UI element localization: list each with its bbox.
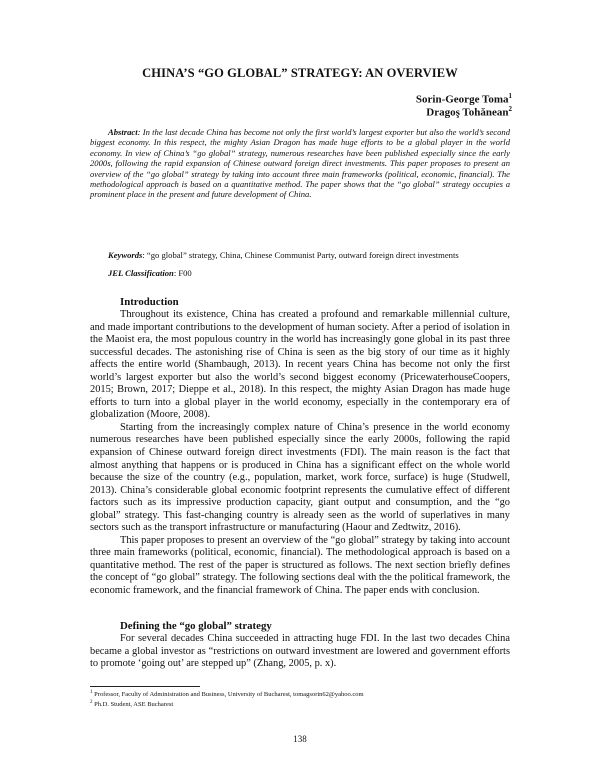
section-heading-defining: Defining the “go global” strategy [120,620,272,632]
page-number: 138 [293,734,307,744]
section-heading-introduction: Introduction [120,296,179,308]
footnote-1 [90,690,364,698]
footnote-mark: 1 [90,690,93,695]
footnote-divider [90,686,200,687]
author-name: Dragoş Tohănean [426,106,509,119]
paragraph: Starting from the increasingly complex nature of China’s presence in the world economy numerous researches have been published especially since the early 2000s, following the rapid expansion of Chinese outward foreign direct investments (FDI). The main reason is the fact that almost anything that happens or is produced in China has a significant effect on the whole world because the size of the country (e.g., population, market, work force, surface) is huge (Studwell, 2013). China’s considerable global economic footprint represents the cumulative effect of different factors such as its impressive production capacity, giant output and consumption, and the “go global” strategy. This fast-changing country is already seen as the world of superlatives in many sectors such as the transport infrastructure or manufacturing (Haour and Zedtwitz, 2016). [90,421,510,534]
introduction-body [90,309,510,598]
keywords-text: : “go global” strategy, China, Chinese Communist Party, outward foreign direct investments [142,250,459,260]
footnote-2 [90,700,173,708]
author-1 [416,92,512,106]
abstract-text: : In the last decade China has become not only the first world’s largest exporter but also the world’s second biggest economy. In this respect, the mighty Asian Dragon has made huge efforts to be a global player in the world economy. In view of China’s “go global” strategy, numerous researches have been published especially since the early 2000s, following the rapid expansion of Chinese outward foreign direct investments. This paper proposes to present an overview of the “go global” strategy by taking into account three main frameworks (political, economic, financial). The methodological approach is based on a quantitative method. The paper shows that the “go global” strategy occupies a prominent place in the present and future development of China. [90,127,510,200]
author-footnote-mark: 2 [508,105,512,113]
paragraph: Throughout its existence, China has created a profound and remarkable millennial culture, and made important contributions to the development of human society. After a period of isolation in the Maoist era, the most populous country in the world has increasingly gone global in its past three successful decades. The astonishing rise of China is seen as the big story of our time as it highly affects the entire world (Shambaugh, 2013). In recent years China has become not only the first world’s largest exporter but also the world’s second biggest economy (PricewaterhouseCoopers, 2015; Brown, 2017; Dieppe et al., 2018). In this respect, the mighty Asian Dragon has made huge efforts to turn into a global player in the world economy, especially in the contemporary era of globalization (Moore, 2008). [90,309,510,421]
footnote-text: Professor, Faculty of Administration and Business, University of Bucharest, tomagsorin62@yahoo.com [92,691,364,699]
abstract [90,127,510,200]
footnote-mark: 2 [90,700,93,705]
jel-classification [108,268,192,278]
abstract-label: Abstract [108,127,138,137]
defining-body [90,633,510,671]
author-2 [426,105,512,119]
footnote-text: Ph.D. Student, ASE Bucharest [92,701,174,709]
author-name: Sorin-George Toma [415,93,509,106]
paper-title: CHINA’S “GO GLOBAL” STRATEGY: AN OVERVIEW [142,66,458,80]
paragraph: This paper proposes to present an overview of the “go global” strategy by taking into account three main frameworks (political, economic, financial). The methodological approach is based on a quantitative method. The rest of the paper is structured as follows. The next section briefly defines the concept of “go global” strategy. The following sections deal with the the political framework, the economic framework, and the financial framework of China. The paper ends with conclusion. [90,534,510,597]
keywords-label: Keywords [108,250,143,260]
jel-label: JEL Classification [108,268,174,278]
paragraph: For several decades China succeeded in attracting huge FDI. In the last two decades China became a global investor as “restrictions on outward investment are lowered and government efforts to promote ‘going out’ are stepped up” (Zhang, 2005, p. x). [90,633,510,670]
author-footnote-mark: 1 [508,92,512,100]
jel-text: : F00 [173,268,192,278]
keywords [108,250,508,260]
